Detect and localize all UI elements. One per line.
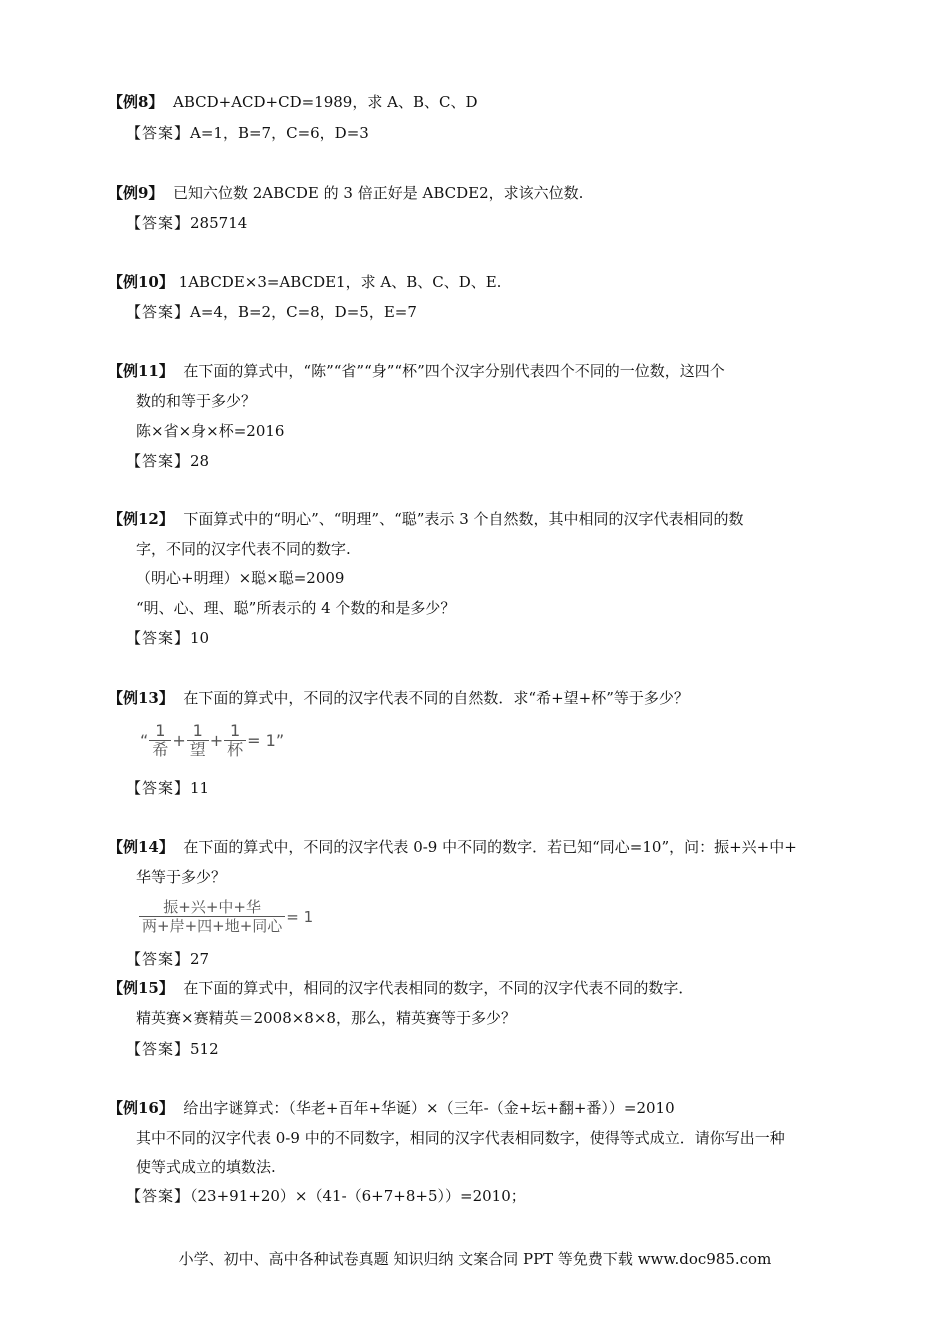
plus-sign: + <box>172 731 186 750</box>
example-tag: 【例11】 <box>108 362 174 380</box>
plus-sign: + <box>209 731 224 750</box>
close-quote: ” <box>275 731 285 750</box>
equals: = 1 <box>286 907 314 926</box>
formula-text: 陈×省×身×杯=2016 <box>136 422 285 440</box>
example-12-answer <box>126 628 209 648</box>
formula-text: （明心+明理）×聪×聪=2009 <box>136 569 345 587</box>
example-13-answer <box>126 778 209 798</box>
numerator: 振+兴+中+华 <box>139 898 285 917</box>
denominator: 希 <box>152 740 169 759</box>
example-9-answer <box>126 213 247 233</box>
answer-text: 28 <box>190 452 210 470</box>
example-16-problem <box>108 1098 675 1118</box>
equals: = 1 <box>247 731 276 750</box>
answer-text: （23+91+20）×（41-（6+7+8+5））=2010； <box>190 1187 526 1205</box>
problem-text: ABCD+ACD+CD=1989，求 A、B、C、D <box>172 93 478 111</box>
fraction <box>187 722 209 759</box>
fraction-formula <box>138 898 313 935</box>
example-tag: 【例13】 <box>108 689 174 707</box>
denominator: 杯 <box>227 740 244 759</box>
example-8-answer <box>126 123 369 143</box>
example-13-problem <box>108 688 689 708</box>
problem-text: 在下面的算式中，相同的汉字代表相同的数字，不同的汉字代表不同的数字． <box>183 979 694 997</box>
problem-text: 已知六位数 2ABCDE 的 3 倍正好是 ABCDE2，求该六位数. <box>172 184 584 202</box>
problem-text: 1ABCDE×3=ABCDE1，求 A、B、C、D、E. <box>178 273 502 291</box>
example-8-problem <box>108 92 477 112</box>
answer-text: 10 <box>190 629 210 647</box>
problem-text: 在下面的算式中，不同的汉字代表不同的自然数．求“希+望+杯”等于多少？ <box>183 689 689 707</box>
answer-text: 512 <box>190 1040 219 1058</box>
example-10-answer <box>126 302 417 322</box>
fraction-formula <box>140 722 284 759</box>
answer-label: 【答案】 <box>126 779 191 797</box>
example-tag: 【例15】 <box>108 979 174 997</box>
example-15-problem <box>108 978 693 998</box>
example-12-problem <box>108 509 744 529</box>
example-tag: 【例9】 <box>108 184 164 202</box>
open-quote: “ <box>140 731 149 750</box>
example-tag: 【例14】 <box>108 838 174 856</box>
answer-label: 【答案】 <box>126 629 191 647</box>
problem-continuation: 使等式成立的填数法. <box>136 1158 276 1176</box>
example-11-answer <box>126 451 209 471</box>
numerator: 1 <box>224 722 246 741</box>
example-16-answer <box>126 1186 526 1206</box>
fraction <box>224 722 246 759</box>
answer-label: 【答案】 <box>126 214 191 232</box>
answer-text: 285714 <box>190 214 248 232</box>
example-14-answer <box>126 949 209 969</box>
problem-continuation: 字，不同的汉字代表不同的数字. <box>136 540 351 558</box>
example-tag: 【例8】 <box>108 93 164 111</box>
denominator: 望 <box>189 740 206 759</box>
formula-text: 精英赛×赛精英＝2008×8×8，那么，精英赛等于多少？ <box>136 1009 516 1027</box>
example-tag: 【例16】 <box>108 1099 174 1117</box>
fraction <box>149 722 171 759</box>
answer-label: 【答案】 <box>126 452 191 470</box>
problem-continuation: 华等于多少？ <box>136 868 227 886</box>
answer-label: 【答案】 <box>126 950 191 968</box>
denominator: 两+岸+四+地+同心 <box>142 917 283 935</box>
problem-continuation: 数的和等于多少？ <box>136 392 257 410</box>
problem-continuation: 其中不同的汉字代表 0-9 中的不同数字，相同的汉字代表相同数字，使得等式成立．请你写出一种 <box>136 1129 785 1147</box>
question-text: “明、心、理、聪”所表示的 4 个数的和是多少？ <box>136 599 456 617</box>
answer-text: A=1，B=7，C=6，D=3 <box>190 124 369 142</box>
answer-text: A=4，B=2，C=8，D=5，E=7 <box>190 303 417 321</box>
page-footer: 小学、初中、高中各种试卷真题 知识归纳 文案合同 PPT 等免费下载 www.doc985.com <box>178 1250 772 1268</box>
fraction <box>139 898 285 935</box>
numerator: 1 <box>187 722 209 741</box>
example-9-problem <box>108 183 583 203</box>
answer-text: 11 <box>190 779 210 797</box>
answer-label: 【答案】 <box>126 1187 191 1205</box>
answer-label: 【答案】 <box>126 1040 191 1058</box>
answer-text: 27 <box>190 950 210 968</box>
example-11-problem <box>108 361 725 381</box>
example-15-answer <box>126 1039 219 1059</box>
problem-text: 在下面的算式中，“陈”“省”“身”“杯”四个汉字分别代表四个不同的一位数，这四个 <box>183 362 725 380</box>
example-14-problem <box>108 837 797 857</box>
answer-label: 【答案】 <box>126 303 191 321</box>
problem-text: 在下面的算式中，不同的汉字代表 0-9 中不同的数字．若已知“同心=10”，问：振+兴+中+ <box>183 838 797 856</box>
example-10-problem <box>108 272 501 292</box>
example-tag: 【例12】 <box>108 510 174 528</box>
problem-text: 给出字谜算式：（华老+百年+华诞）×（三年-（金+坛+翻+番））=2010 <box>183 1099 675 1117</box>
problem-text: 下面算式中的“明心”、“明理”、“聪”表示 3 个自然数，其中相同的汉字代表相同的数 <box>183 510 744 528</box>
answer-label: 【答案】 <box>126 124 191 142</box>
example-tag: 【例10】 <box>108 273 174 291</box>
numerator: 1 <box>149 722 171 741</box>
